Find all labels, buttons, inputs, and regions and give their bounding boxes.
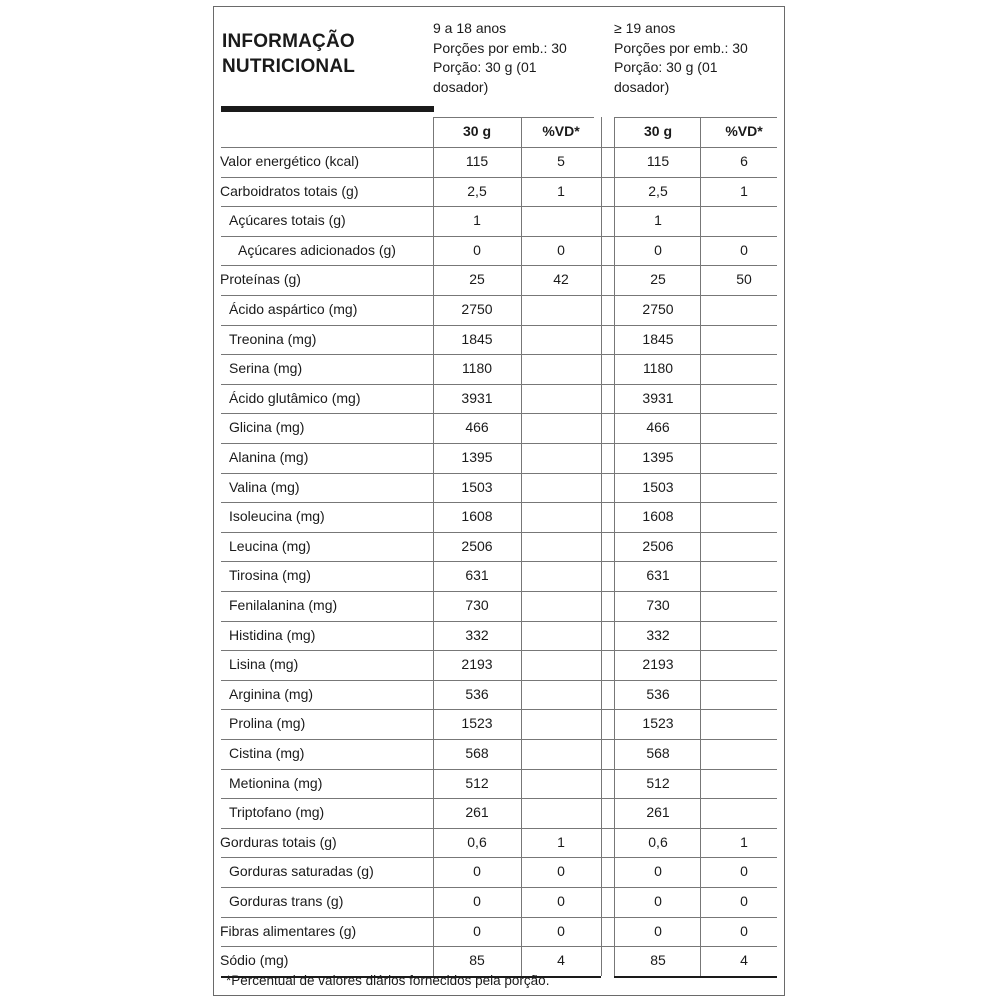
nutrient-value: 50 xyxy=(736,271,752,288)
nutrient-name: Metionina (mg) xyxy=(229,774,323,791)
nutrient-value: 25 xyxy=(469,271,485,288)
nutrient-value: 466 xyxy=(465,419,489,436)
nutrient-name: Treonina (mg) xyxy=(229,330,317,347)
nutrient-value: 1 xyxy=(557,182,565,199)
nutrient-value: 1608 xyxy=(461,508,493,525)
nutrient-value: 1395 xyxy=(461,449,493,465)
subheader-cell: 30 g xyxy=(643,123,672,139)
title-line-2: NUTRICIONAL xyxy=(222,56,356,77)
nutrient-value: 1395 xyxy=(642,449,674,465)
nutrient-value: 0 xyxy=(740,893,748,909)
column-rule xyxy=(601,117,602,976)
nutrient-value: 0 xyxy=(473,893,481,909)
nutrient-value xyxy=(521,413,601,443)
nutrient-value: 6 xyxy=(740,153,748,169)
nutrient-name: Valina (mg) xyxy=(229,478,300,495)
nutrient-value xyxy=(700,473,788,503)
nutrient-value: 115 xyxy=(646,153,670,169)
nutrient-value: 1608 xyxy=(642,508,674,525)
nutrient-value: 261 xyxy=(465,804,489,821)
nutrient-value xyxy=(521,443,601,473)
nutrient-value xyxy=(521,739,601,769)
column-header-line: ≥ 19 anos xyxy=(614,20,676,36)
nutrient-name: Açúcares adicionados (g) xyxy=(238,241,396,258)
nutrient-name: Ácido glutâmico (mg) xyxy=(229,389,361,406)
nutrient-value xyxy=(521,621,601,651)
nutrient-value: 568 xyxy=(465,745,489,761)
nutrient-value: 25 xyxy=(650,271,666,288)
nutrient-value: 4 xyxy=(740,952,748,969)
label-title xyxy=(222,29,422,79)
table-bottom-rule xyxy=(614,976,777,979)
nutrient-value: 0 xyxy=(654,241,662,258)
subheader-cell: %VD* xyxy=(725,123,763,139)
nutrient-value: 0 xyxy=(654,863,662,880)
nutrient-value: 3931 xyxy=(461,389,493,406)
nutrient-value xyxy=(521,325,601,355)
nutrient-value: 1 xyxy=(473,212,481,229)
nutrient-value xyxy=(700,739,788,769)
column-header-line: Porções por emb.: 30 xyxy=(433,39,567,56)
nutrient-value xyxy=(521,295,601,325)
nutrient-value: 1 xyxy=(740,182,748,199)
nutrient-name: Fibras alimentares (g) xyxy=(220,922,357,939)
nutrient-value: 2,5 xyxy=(648,182,668,199)
nutrient-name: Serina (mg) xyxy=(229,360,303,377)
nutrient-value: 0,6 xyxy=(648,833,668,850)
nutrient-value xyxy=(700,295,788,325)
nutrient-value xyxy=(521,769,601,799)
nutrient-value: 1 xyxy=(557,833,565,850)
nutrient-value xyxy=(700,532,788,562)
column-header-line: Porção: 30 g (01 xyxy=(433,59,537,75)
nutrient-value xyxy=(700,502,788,532)
nutrient-value xyxy=(700,798,788,828)
nutrient-value: 1 xyxy=(654,212,662,229)
nutrient-value: 631 xyxy=(465,567,489,584)
nutrient-value xyxy=(521,354,601,384)
nutrient-value: 3931 xyxy=(642,389,674,406)
nutrient-value: 730 xyxy=(646,597,670,613)
column-header-line: Porção: 30 g (01 xyxy=(614,59,718,75)
nutrient-value xyxy=(521,798,601,828)
nutrient-value: 466 xyxy=(646,419,670,436)
nutrient-name: Triptofano (mg) xyxy=(229,804,325,821)
nutrient-value: 1180 xyxy=(642,360,674,377)
nutrient-value: 261 xyxy=(646,804,670,821)
nutrient-value: 0 xyxy=(740,863,748,880)
nutrient-value xyxy=(700,769,788,799)
nutrient-name: Alanina (mg) xyxy=(229,449,309,465)
nutrient-value: 1523 xyxy=(461,715,493,732)
nutrient-value: 631 xyxy=(646,567,670,584)
nutrient-value: 2,5 xyxy=(467,182,487,199)
nutrient-value xyxy=(700,354,788,384)
nutrient-value: 0 xyxy=(557,893,565,909)
nutrient-value xyxy=(700,709,788,739)
nutrient-value xyxy=(700,621,788,651)
nutrient-name: Tirosina (mg) xyxy=(229,567,311,584)
column-header-9-18 xyxy=(433,19,603,97)
title-line-1: INFORMAÇÃO xyxy=(222,31,355,52)
nutrient-value xyxy=(700,325,788,355)
nutrient-value: 4 xyxy=(557,952,565,969)
nutrient-value xyxy=(521,561,601,591)
nutrient-value: 0 xyxy=(473,922,481,939)
nutrient-value: 0 xyxy=(740,922,748,939)
nutrient-name: Cistina (mg) xyxy=(229,745,305,761)
title-divider-bar xyxy=(221,106,434,112)
nutrient-value: 512 xyxy=(646,774,670,791)
nutrient-value: 0 xyxy=(557,922,565,939)
nutrient-value xyxy=(521,680,601,710)
nutrient-value xyxy=(700,206,788,236)
nutrient-value: 0 xyxy=(473,241,481,258)
nutrient-value xyxy=(700,384,788,414)
nutrient-value: 0 xyxy=(473,863,481,880)
nutrient-value xyxy=(521,384,601,414)
nutrient-name: Açúcares totais (g) xyxy=(229,212,346,229)
nutrient-value: 1845 xyxy=(642,330,674,347)
column-header-line: Porções por emb.: 30 xyxy=(614,39,748,56)
nutrient-value: 536 xyxy=(465,685,489,702)
nutrient-value: 536 xyxy=(646,685,670,702)
nutrient-name: Gorduras totais (g) xyxy=(220,833,337,850)
subheader-cell: %VD* xyxy=(542,123,580,139)
nutrient-value: 1503 xyxy=(642,478,674,495)
nutrient-value xyxy=(700,591,788,621)
nutrient-value: 730 xyxy=(465,597,489,613)
nutrient-value: 0,6 xyxy=(467,833,487,850)
nutrient-name: Carboidratos totais (g) xyxy=(220,182,359,199)
footnote: *Percentual de valores diários fornecidos pela porção. xyxy=(226,973,550,988)
nutrient-value: 2506 xyxy=(461,537,493,554)
nutrient-value: 2193 xyxy=(461,656,493,673)
nutrient-name: Fenilalanina (mg) xyxy=(229,597,338,613)
nutrient-value: 332 xyxy=(646,626,670,643)
nutrient-name: Gorduras trans (g) xyxy=(229,893,344,909)
nutrient-value: 5 xyxy=(557,153,565,169)
nutrient-value xyxy=(521,650,601,680)
nutrition-facts-label xyxy=(213,6,785,996)
subheader-cell: 30 g xyxy=(462,123,491,139)
nutrient-value: 1503 xyxy=(461,478,493,495)
nutrient-value: 512 xyxy=(465,774,489,791)
nutrient-name: Prolina (mg) xyxy=(229,715,306,732)
nutrient-value xyxy=(521,473,601,503)
nutrient-name: Proteínas (g) xyxy=(220,271,301,288)
nutrient-value xyxy=(521,591,601,621)
nutrient-value: 85 xyxy=(469,952,485,969)
nutrient-value xyxy=(700,561,788,591)
column-header-line: dosador) xyxy=(433,78,489,95)
nutrient-value: 0 xyxy=(654,893,662,909)
nutrient-value: 1845 xyxy=(461,330,493,347)
column-header-line: dosador) xyxy=(614,78,670,95)
nutrient-value: 2506 xyxy=(642,537,674,554)
nutrient-value: 0 xyxy=(557,863,565,880)
nutrient-name: Gorduras saturadas (g) xyxy=(229,863,374,880)
nutrient-value xyxy=(521,532,601,562)
nutrient-name: Ácido aspártico (mg) xyxy=(229,301,358,317)
nutrient-value: 2750 xyxy=(461,301,493,317)
nutrient-value: 2750 xyxy=(642,301,674,317)
nutrient-value: 1180 xyxy=(461,360,493,377)
nutrient-value: 85 xyxy=(650,952,666,969)
nutrient-value: 1 xyxy=(740,833,748,850)
nutrient-name: Lisina (mg) xyxy=(229,656,299,673)
nutrient-name: Leucina (mg) xyxy=(229,537,311,554)
nutrient-value: 0 xyxy=(740,241,748,258)
nutrient-value: 115 xyxy=(465,153,489,169)
nutrient-value: 568 xyxy=(646,745,670,761)
nutrient-value: 1523 xyxy=(642,715,674,732)
nutrient-name: Histidina (mg) xyxy=(229,626,316,643)
nutrient-value xyxy=(700,680,788,710)
nutrient-value: 0 xyxy=(557,241,565,258)
nutrient-value xyxy=(521,206,601,236)
nutrient-name: Sódio (mg) xyxy=(220,952,289,969)
nutrient-name: Valor energético (kcal) xyxy=(220,153,360,169)
column-header-19-plus xyxy=(614,19,784,97)
nutrient-name: Glicina (mg) xyxy=(229,419,305,436)
nutrient-value xyxy=(700,443,788,473)
nutrient-value xyxy=(521,502,601,532)
nutrient-value: 0 xyxy=(654,922,662,939)
nutrient-value xyxy=(700,413,788,443)
nutrient-value: 42 xyxy=(553,271,569,288)
nutrient-value: 2193 xyxy=(642,656,674,673)
nutrient-name: Arginina (mg) xyxy=(229,685,314,702)
nutrient-value xyxy=(521,709,601,739)
column-header-line: 9 a 18 anos xyxy=(433,20,507,36)
nutrient-value: 332 xyxy=(465,626,489,643)
nutrient-name: Isoleucina (mg) xyxy=(229,508,325,525)
nutrient-value xyxy=(700,650,788,680)
